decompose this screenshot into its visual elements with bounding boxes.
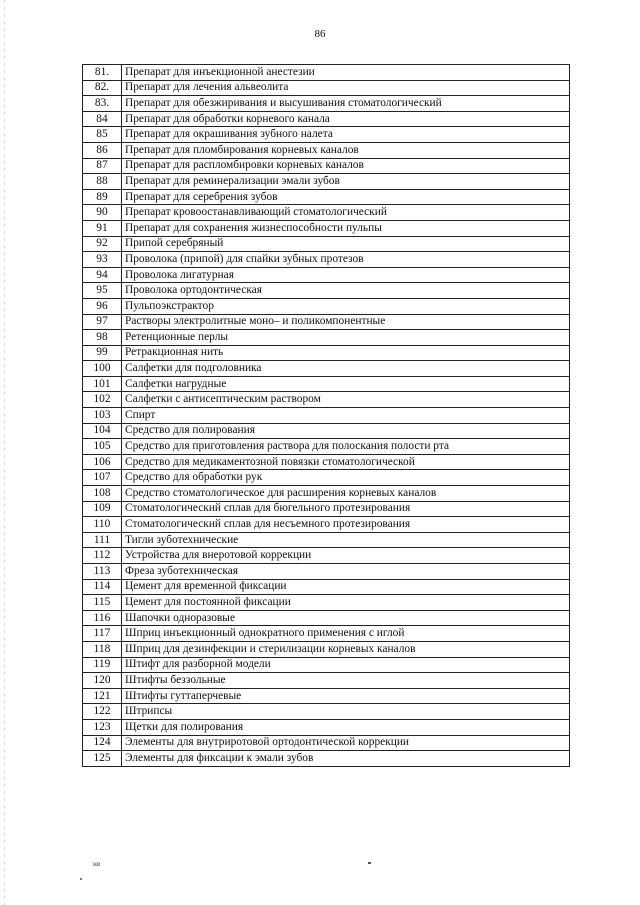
- row-number: 112: [83, 548, 122, 564]
- row-number: 90: [83, 205, 122, 221]
- table-row: [83, 236, 570, 252]
- row-number: 108: [83, 486, 122, 502]
- row-item-name: Препарат кровоостанавливающий стоматологический: [122, 205, 570, 221]
- table-row: [83, 127, 570, 143]
- items-table-body: [83, 65, 570, 767]
- row-number: 124: [83, 735, 122, 751]
- table-row: [83, 408, 570, 424]
- table-row: [83, 564, 570, 580]
- row-item-name: Цемент для временной фиксации: [122, 579, 570, 595]
- row-number: 94: [83, 267, 122, 283]
- row-item-name: Элементы для внутриротовой ортодонтической коррекции: [122, 735, 570, 751]
- row-item-name: Салфетки нагрудные: [122, 376, 570, 392]
- table-row: [83, 751, 570, 767]
- table-row: [83, 189, 570, 205]
- scan-edge-line: [4, 0, 5, 905]
- table-row: [83, 610, 570, 626]
- table-row: [83, 641, 570, 657]
- row-item-name: Ретенционные перлы: [122, 330, 570, 346]
- table-row: [83, 345, 570, 361]
- row-number: 115: [83, 595, 122, 611]
- row-item-name: Препарат для лечения альвеолита: [122, 80, 570, 96]
- row-item-name: Средство для обработки рук: [122, 470, 570, 486]
- row-number: 87: [83, 158, 122, 174]
- table-row: [83, 298, 570, 314]
- row-number: 121: [83, 688, 122, 704]
- row-number: 86: [83, 142, 122, 158]
- row-number: 91: [83, 220, 122, 236]
- row-number: 104: [83, 423, 122, 439]
- table-row: [83, 80, 570, 96]
- table-row: [83, 220, 570, 236]
- row-number: 98: [83, 330, 122, 346]
- table-row: [83, 704, 570, 720]
- row-item-name: Пульпоэкстрактор: [122, 298, 570, 314]
- row-number: 105: [83, 439, 122, 455]
- row-number: 113: [83, 564, 122, 580]
- row-number: 102: [83, 392, 122, 408]
- table-row: [83, 439, 570, 455]
- row-item-name: Штифты гуттаперчевые: [122, 688, 570, 704]
- row-number: 88: [83, 174, 122, 190]
- row-item-name: Препарат для серебрения зубов: [122, 189, 570, 205]
- footer-mark: нв: [93, 860, 101, 868]
- row-item-name: Препарат для окрашивания зубного налета: [122, 127, 570, 143]
- row-number: 83.: [83, 96, 122, 112]
- table-row: [83, 657, 570, 673]
- page-number: 86: [314, 28, 326, 40]
- row-number: 99: [83, 345, 122, 361]
- table-row: [83, 595, 570, 611]
- row-number: 82.: [83, 80, 122, 96]
- row-number: 96: [83, 298, 122, 314]
- table-row: [83, 330, 570, 346]
- row-item-name: Препарат для инъекционной анестезии: [122, 65, 570, 81]
- row-item-name: Шприц инъекционный однократного применения с иглой: [122, 626, 570, 642]
- row-number: 101: [83, 376, 122, 392]
- table-row: [83, 111, 570, 127]
- row-item-name: Фреза зуботехническая: [122, 564, 570, 580]
- row-item-name: Средство для медикаментозной повязки стоматологической: [122, 454, 570, 470]
- table-row: [83, 470, 570, 486]
- scan-speck-small: [80, 878, 82, 880]
- row-item-name: Цемент для постоянной фиксации: [122, 595, 570, 611]
- row-item-name: Припой серебряный: [122, 236, 570, 252]
- table-row: [83, 267, 570, 283]
- row-number: 119: [83, 657, 122, 673]
- scan-speck: [368, 862, 371, 864]
- row-item-name: Растворы электролитные моно– и поликомпонентные: [122, 314, 570, 330]
- table-row: [83, 283, 570, 299]
- table-row: [83, 158, 570, 174]
- row-number: 125: [83, 751, 122, 767]
- row-number: 110: [83, 517, 122, 533]
- row-item-name: Ретракционная нить: [122, 345, 570, 361]
- row-item-name: Штифты беззольные: [122, 673, 570, 689]
- row-item-name: Тигли зуботехнические: [122, 532, 570, 548]
- table-row: [83, 454, 570, 470]
- row-number: 122: [83, 704, 122, 720]
- row-number: 97: [83, 314, 122, 330]
- row-number: 89: [83, 189, 122, 205]
- row-number: 103: [83, 408, 122, 424]
- table-row: [83, 517, 570, 533]
- row-item-name: Проволока (припой) для спайки зубных протезов: [122, 252, 570, 268]
- table-row: [83, 423, 570, 439]
- row-item-name: Средство стоматологическое для расширения корневых каналов: [122, 486, 570, 502]
- row-number: 84: [83, 111, 122, 127]
- table-row: [83, 626, 570, 642]
- row-number: 106: [83, 454, 122, 470]
- row-number: 123: [83, 719, 122, 735]
- table-row: [83, 65, 570, 81]
- table-row: [83, 142, 570, 158]
- items-table: [82, 64, 570, 767]
- table-row: [83, 673, 570, 689]
- row-number: 81.: [83, 65, 122, 81]
- row-item-name: Препарат для обезжиривания и высушивания стоматологический: [122, 96, 570, 112]
- table-row: [83, 392, 570, 408]
- row-item-name: Шприц для дезинфекции и стерилизации корневых каналов: [122, 641, 570, 657]
- row-number: 120: [83, 673, 122, 689]
- row-item-name: Препарат для реминерализации эмали зубов: [122, 174, 570, 190]
- row-number: 118: [83, 641, 122, 657]
- row-item-name: Препарат для распломбировки корневых каналов: [122, 158, 570, 174]
- row-item-name: Щетки для полирования: [122, 719, 570, 735]
- row-number: 100: [83, 361, 122, 377]
- row-number: 111: [83, 532, 122, 548]
- row-item-name: Стоматологический сплав для несъемного протезирования: [122, 517, 570, 533]
- table-row: [83, 486, 570, 502]
- table-row: [83, 548, 570, 564]
- row-item-name: Элементы для фиксации к эмали зубов: [122, 751, 570, 767]
- table-row: [83, 252, 570, 268]
- row-number: 93: [83, 252, 122, 268]
- table-row: [83, 719, 570, 735]
- table-row: [83, 688, 570, 704]
- row-number: 117: [83, 626, 122, 642]
- row-number: 116: [83, 610, 122, 626]
- row-item-name: Проволока ортодонтическая: [122, 283, 570, 299]
- row-item-name: Штифт для разборной модели: [122, 657, 570, 673]
- row-item-name: Спирт: [122, 408, 570, 424]
- table-row: [83, 735, 570, 751]
- row-item-name: Препарат для обработки корневого канала: [122, 111, 570, 127]
- row-item-name: Салфетки с антисептическим раствором: [122, 392, 570, 408]
- table-row: [83, 532, 570, 548]
- table-row: [83, 96, 570, 112]
- row-item-name: Средство для приготовления раствора для полоскания полости рта: [122, 439, 570, 455]
- table-row: [83, 501, 570, 517]
- table-row: [83, 376, 570, 392]
- row-number: 85: [83, 127, 122, 143]
- row-number: 92: [83, 236, 122, 252]
- row-item-name: Стоматологический сплав для бюгельного протезирования: [122, 501, 570, 517]
- row-item-name: Устройства для внеротовой коррекции: [122, 548, 570, 564]
- row-item-name: Средство для полирования: [122, 423, 570, 439]
- table-row: [83, 579, 570, 595]
- table-row: [83, 361, 570, 377]
- row-item-name: Салфетки для подголовника: [122, 361, 570, 377]
- table-row: [83, 205, 570, 221]
- row-item-name: Шапочки одноразовые: [122, 610, 570, 626]
- row-number: 95: [83, 283, 122, 299]
- table-row: [83, 314, 570, 330]
- row-item-name: Препарат для сохранения жизнеспособности пульпы: [122, 220, 570, 236]
- row-item-name: Препарат для пломбирования корневых каналов: [122, 142, 570, 158]
- row-number: 107: [83, 470, 122, 486]
- row-item-name: Штрипсы: [122, 704, 570, 720]
- row-item-name: Проволока лигатурная: [122, 267, 570, 283]
- row-number: 109: [83, 501, 122, 517]
- table-row: [83, 174, 570, 190]
- row-number: 114: [83, 579, 122, 595]
